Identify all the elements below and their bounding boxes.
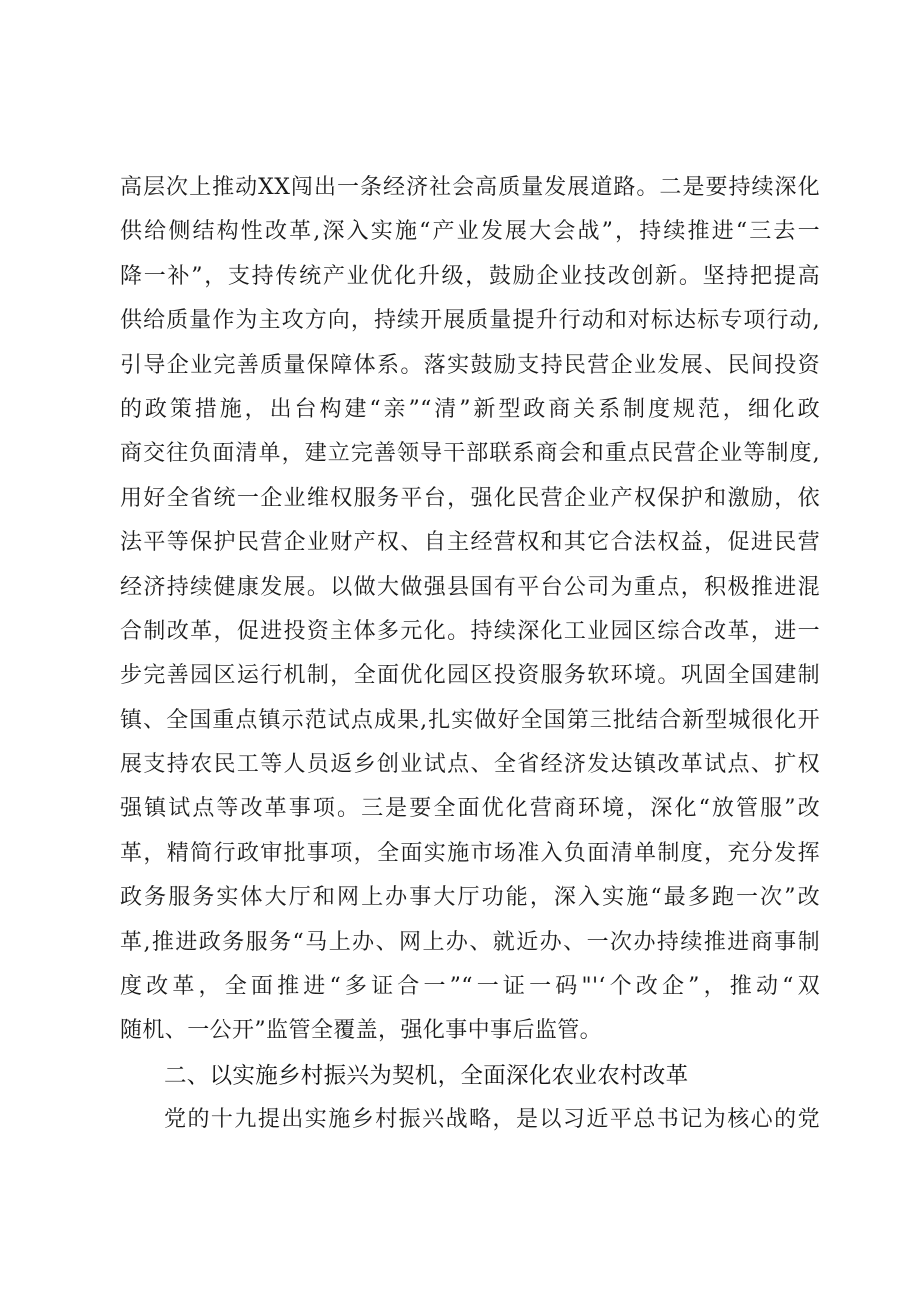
text-line: 步完善园区运行机制，全面优化园区投资服务软环境。巩固全国建制	[120, 663, 820, 689]
text-line: 随机、一公开”监管全覆盖，强化事中事后监管。	[120, 1018, 603, 1044]
text-line: 用好全省统一企业维权服务平台，强化民营企业产权保护和激励，依	[120, 485, 820, 511]
paragraph-reform	[120, 166, 820, 1054]
text-line: 高层次上推动XX闯出一条经济社会高质量发展道路。二是要持续深化	[120, 175, 820, 200]
text-line: 的政策措施，出台构建“亲”“清”新型政商关系制度规范，细化政	[120, 396, 820, 422]
text-line: 引导企业完善质量保障体系。落实鼓励支持民营企业发展、民间投资	[120, 352, 820, 378]
text-line: 供给侧结构性改革,深入实施“产业发展大会战”，持续推进“三去一	[120, 219, 820, 245]
text-line: 革,推进政务服务“马上办、网上办、就近办、一次办持续推进商事制	[120, 929, 820, 955]
text-line: 商交往负面清单，建立完善领导干部联系商会和重点民营企业等制度,	[120, 441, 820, 467]
text-line: 合制改革，促进投资主体多元化。持续深化工业园区综合改革，进一	[120, 618, 820, 644]
text-line: 革，精简行政审批事项，全面实施市场准入负面清单制度，充分发挥	[120, 840, 820, 866]
text-line: 镇、全国重点镇示范试点成果,扎实做好全国第三批结合新型城很化开	[120, 707, 820, 733]
text-line: 展支持农民工等人员返乡创业试点、全省经济发达镇改革试点、扩权	[120, 752, 820, 778]
text-line: 强镇试点等改革事项。三是要全面优化营商环境，深化“放管服”改	[120, 796, 820, 822]
text-line: 政务服务实体大厅和网上办事大厅功能，深入实施“最多跑一次”改	[120, 885, 820, 911]
text-line: 党的十九提出实施乡村振兴战略，是以习近平总书记为核心的党	[164, 1107, 820, 1133]
paragraph-rural	[120, 1098, 820, 1142]
text-line: 度改革，全面推进“多证合一”“一证一码"'‘个改企”，推动“双	[120, 974, 820, 1000]
section-heading: 二、以实施乡村振兴为契机，全面深化农业农村改革	[164, 1062, 689, 1089]
body-text	[120, 166, 820, 1143]
text-line: 降一补”，支持传统产业优化升级，鼓励企业技改创新。坚持把提高	[120, 263, 820, 289]
text-line: 供给质量作为主攻方向，持续开展质量提升行动和对标达标专项行动,	[120, 308, 820, 334]
text-line: 经济持续健康发展。以做大做强县国有平台公司为重点，积极推进混	[120, 574, 820, 600]
text-line: 法平等保护民营企业财产权、自主经营权和其它合法权益，促进民营	[120, 530, 820, 556]
